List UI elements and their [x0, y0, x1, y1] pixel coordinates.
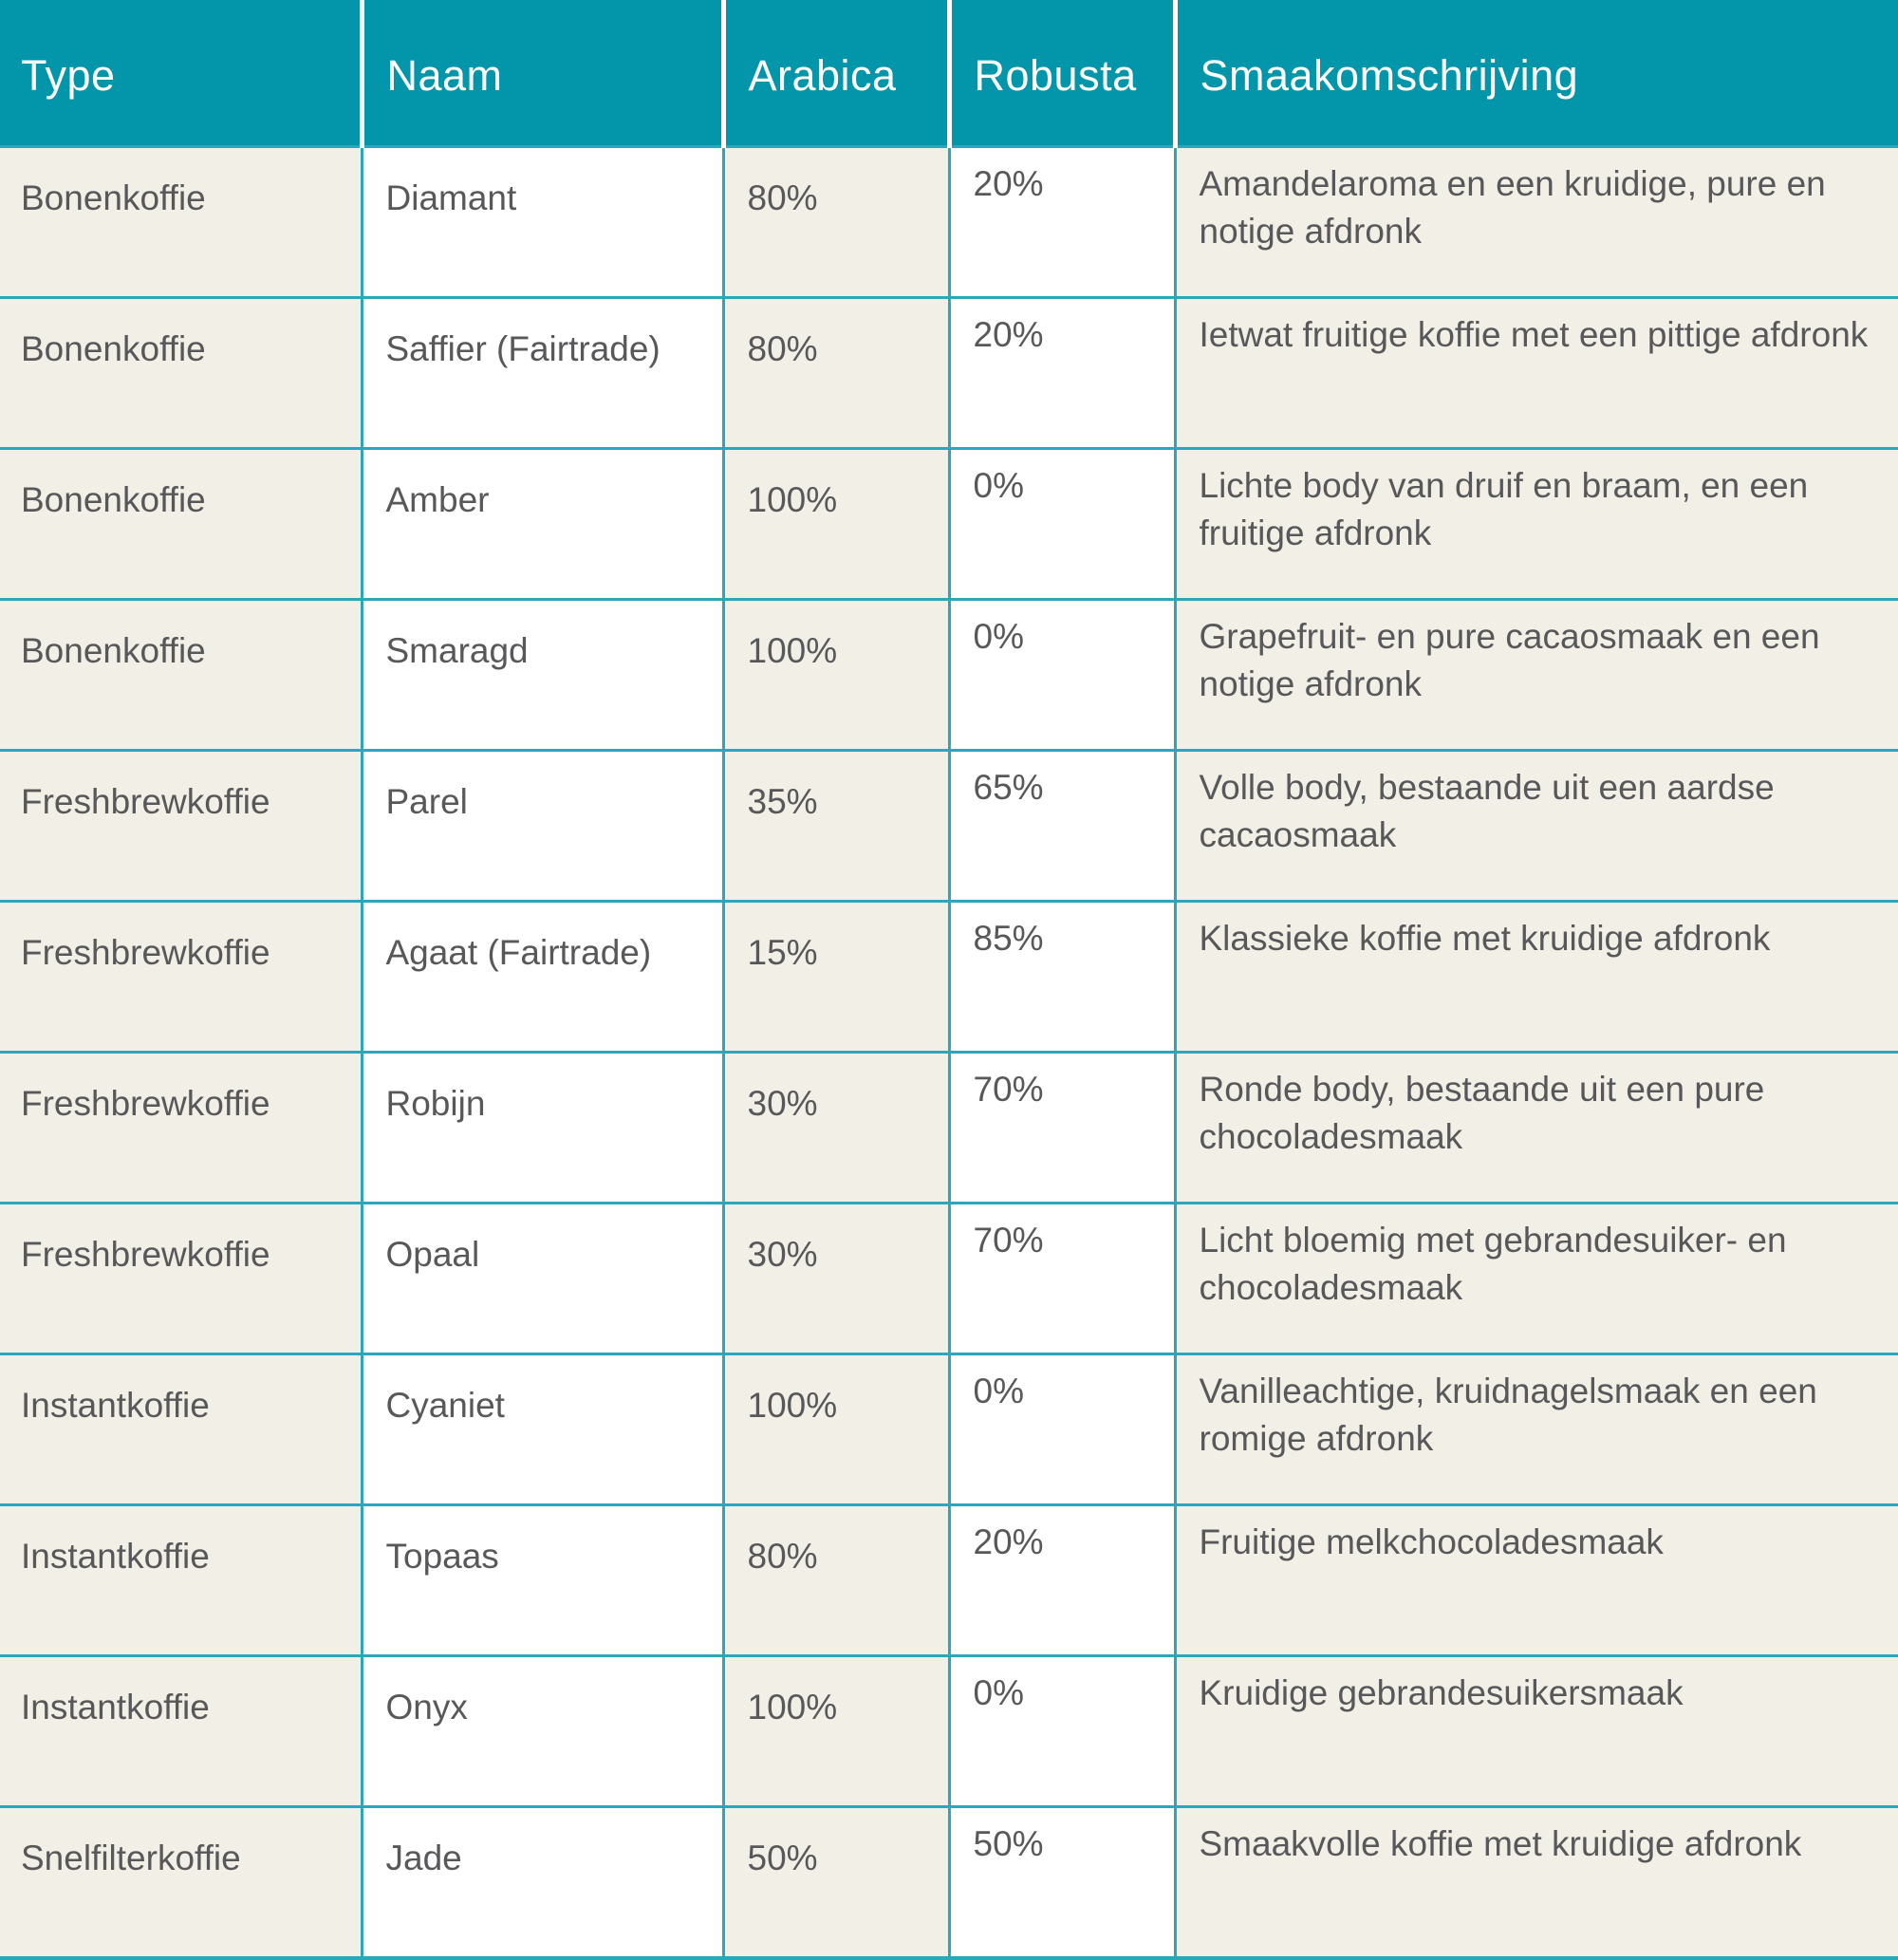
- cell-type: Bonenkoffie: [0, 449, 362, 600]
- cell-type: Freshbrewkoffie: [0, 1053, 362, 1204]
- cell-arabica: 15%: [723, 902, 949, 1053]
- cell-arabica: 50%: [723, 1807, 949, 1959]
- cell-robusta: 0%: [949, 449, 1175, 600]
- cell-arabica: 80%: [723, 147, 949, 298]
- table-row: [0, 1656, 1898, 1807]
- cell-naam: Diamant: [362, 147, 723, 298]
- cell-arabica: 30%: [723, 1204, 949, 1354]
- cell-type: Bonenkoffie: [0, 298, 362, 449]
- cell-naam: Saffier (Fairtrade): [362, 298, 723, 449]
- table-row: [0, 1807, 1898, 1959]
- table-row: [0, 902, 1898, 1053]
- header-arabica: Arabica: [723, 0, 949, 147]
- cell-naam: Parel: [362, 751, 723, 902]
- table-row: [0, 751, 1898, 902]
- cell-type: Instantkoffie: [0, 1656, 362, 1807]
- cell-type: Snelfilterkoffie: [0, 1807, 362, 1959]
- table-header: [0, 0, 1898, 147]
- cell-naam: Amber: [362, 449, 723, 600]
- cell-arabica: 100%: [723, 1656, 949, 1807]
- cell-arabica: 80%: [723, 1505, 949, 1656]
- cell-robusta: 85%: [949, 902, 1175, 1053]
- cell-naam: Topaas: [362, 1505, 723, 1656]
- cell-arabica: 80%: [723, 298, 949, 449]
- header-smaakomschrijving: Smaakomschrijving: [1175, 0, 1898, 147]
- cell-smaak: Ietwat fruitige koffie met een pittige afdronk: [1175, 298, 1898, 449]
- cell-arabica: 30%: [723, 1053, 949, 1204]
- cell-naam: Cyaniet: [362, 1354, 723, 1505]
- cell-smaak: Kruidige gebrandesuikersmaak: [1175, 1656, 1898, 1807]
- cell-arabica: 100%: [723, 600, 949, 751]
- header-type: Type: [0, 0, 362, 147]
- table-row: [0, 1204, 1898, 1354]
- cell-type: Freshbrewkoffie: [0, 1204, 362, 1354]
- cell-type: Freshbrewkoffie: [0, 751, 362, 902]
- header-naam: Naam: [362, 0, 723, 147]
- cell-type: Instantkoffie: [0, 1505, 362, 1656]
- cell-smaak: Licht bloemig met gebrandesuiker- en chocoladesmaak: [1175, 1204, 1898, 1354]
- cell-naam: Jade: [362, 1807, 723, 1959]
- cell-robusta: 20%: [949, 147, 1175, 298]
- cell-smaak: Amandelaroma en een kruidige, pure en notige afdronk: [1175, 147, 1898, 298]
- table-body: [0, 147, 1898, 1959]
- table-row: [0, 1354, 1898, 1505]
- header-row: [0, 0, 1898, 147]
- cell-smaak: Lichte body van druif en braam, en een fruitige afdronk: [1175, 449, 1898, 600]
- cell-arabica: 100%: [723, 449, 949, 600]
- cell-naam: Robijn: [362, 1053, 723, 1204]
- cell-robusta: 20%: [949, 298, 1175, 449]
- cell-naam: Smaragd: [362, 600, 723, 751]
- cell-smaak: Fruitige melkchocoladesmaak: [1175, 1505, 1898, 1656]
- cell-robusta: 65%: [949, 751, 1175, 902]
- header-robusta: Robusta: [949, 0, 1175, 147]
- cell-naam: Opaal: [362, 1204, 723, 1354]
- cell-robusta: 0%: [949, 1354, 1175, 1505]
- cell-type: Freshbrewkoffie: [0, 902, 362, 1053]
- cell-naam: Onyx: [362, 1656, 723, 1807]
- cell-robusta: 20%: [949, 1505, 1175, 1656]
- cell-robusta: 70%: [949, 1204, 1175, 1354]
- cell-naam: Agaat (Fairtrade): [362, 902, 723, 1053]
- table-row: [0, 298, 1898, 449]
- cell-robusta: 0%: [949, 1656, 1175, 1807]
- cell-arabica: 35%: [723, 751, 949, 902]
- table-row: [0, 600, 1898, 751]
- table-row: [0, 1505, 1898, 1656]
- table-row: [0, 1053, 1898, 1204]
- cell-smaak: Vanilleachtige, kruidnagelsmaak en een romige afdronk: [1175, 1354, 1898, 1505]
- cell-type: Bonenkoffie: [0, 147, 362, 298]
- cell-smaak: Volle body, bestaande uit een aardse cacaosmaak: [1175, 751, 1898, 902]
- cell-robusta: 0%: [949, 600, 1175, 751]
- table-row: [0, 449, 1898, 600]
- cell-robusta: 70%: [949, 1053, 1175, 1204]
- cell-type: Bonenkoffie: [0, 600, 362, 751]
- cell-robusta: 50%: [949, 1807, 1175, 1959]
- cell-type: Instantkoffie: [0, 1354, 362, 1505]
- cell-smaak: Ronde body, bestaande uit een pure chocoladesmaak: [1175, 1053, 1898, 1204]
- cell-smaak: Klassieke koffie met kruidige afdronk: [1175, 902, 1898, 1053]
- cell-smaak: Smaakvolle koffie met kruidige afdronk: [1175, 1807, 1898, 1959]
- cell-arabica: 100%: [723, 1354, 949, 1505]
- table-row: [0, 147, 1898, 298]
- cell-smaak: Grapefruit- en pure cacaosmaak en een notige afdronk: [1175, 600, 1898, 751]
